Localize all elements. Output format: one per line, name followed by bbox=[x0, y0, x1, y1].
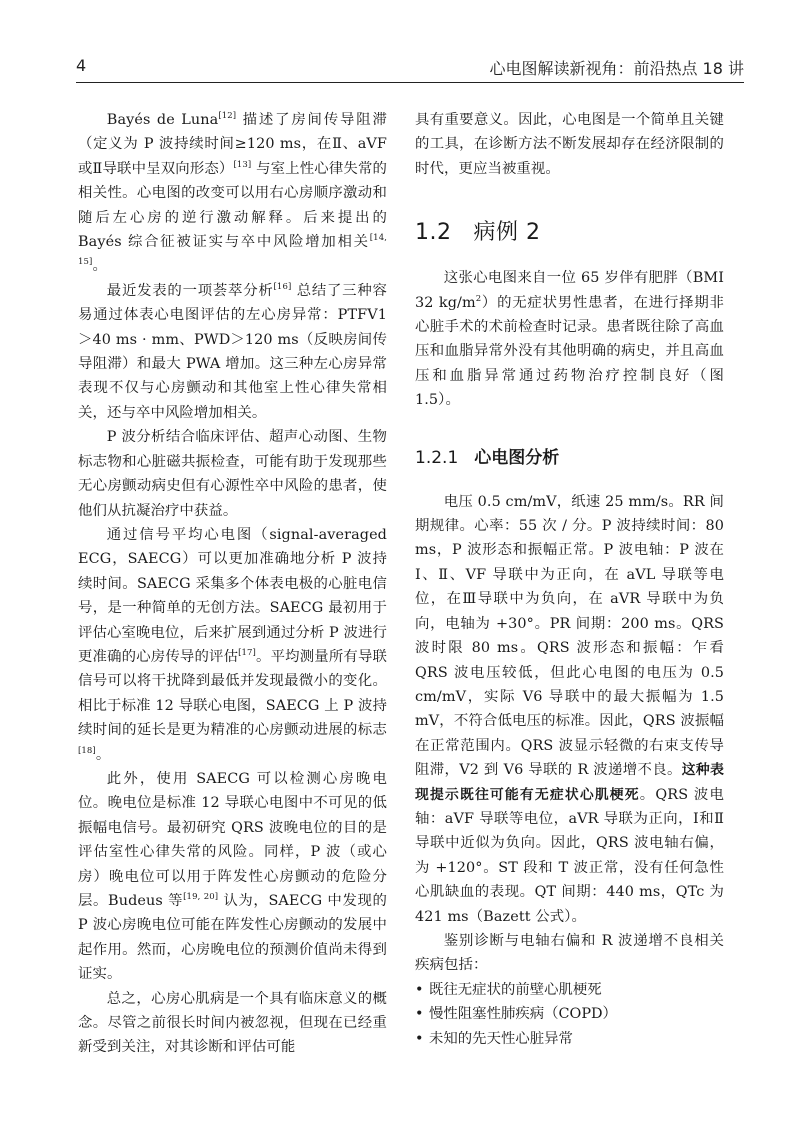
paragraph-differential-intro: 鉴别诊断与电轴右偏和 R 波递增不良相关疾病包括： bbox=[415, 932, 724, 974]
page-number: 4 bbox=[76, 56, 87, 75]
section-heading bbox=[415, 215, 724, 246]
paragraph-meta-analysis: 最近发表的一项荟萃分析[16] 总结了三种容易通过体表心电图评估的左心房异常：PTFV1＞40 ms · mm、PWD＞120 ms（反映房间传导阻滞）和最大 PWA 增加。这三种左心房异常表现不仅与心房颤动和其他室上性心律失常相关，还与卒中风险增加相关。 bbox=[78, 281, 387, 421]
citation: [14, 15] bbox=[78, 233, 387, 268]
list-item: • 慢性阻塞性肺疾病（COPD） bbox=[415, 1002, 724, 1026]
citation: [12] bbox=[218, 111, 237, 121]
list-item: • 既往无症状的前壁心肌梗死 bbox=[415, 978, 724, 1002]
subsection-heading bbox=[415, 443, 724, 468]
paragraph-ecg-analysis: 电压 0.5 cm/mV，纸速 25 mm/s。RR 间期规律。心率：55 次 / 分。P 波持续时间：80 ms，P 波形态和振幅正常。P 波电轴：P 波在Ⅰ、Ⅱ、VF 导联中为正向，在 aVL 导联等电位，在Ⅲ导联中为负向，在 aVR 导联中为负向，电轴为 +30°。PR 间期：200 ms。QRS 波时限 80 ms。QRS 波形态和振幅：乍看 QRS 波电压较低，但此心电图的电压为 0.5 cm/mV，实际 V6 导联中的最大振幅为 1.5 mV，不符合低电压的标准。因此，QRS 波振幅在正常范围内。QRS 波显示轻微的右束支传导阻滞，V2 到 V6 导联的 R 波递增不良。这种表现提示既往可能有无症状心肌梗死。QRS 波电轴：aVF 导联等电位，aVR 导联为正向，Ⅰ和Ⅱ导联中近似为负向。因此，QRS 波电轴右偏，为 +120°。ST 段和 T 波正常，没有任何急性心肌缺血的表现。QT 间期：440 ms，QTc 为 421 ms（Bazett 公式）。 bbox=[415, 493, 724, 925]
left-column bbox=[78, 108, 387, 1060]
emphasis-text: 这种表现提示既往可能有无症状心肌梗死 bbox=[415, 762, 724, 803]
list-item: • 未知的先天性心脏异常 bbox=[415, 1027, 724, 1051]
paragraph-bayes: Bayés de Luna[12] 描述了房间传导阻滞（定义为 P 波持续时间≥120 ms，在Ⅱ、aVF 或Ⅱ导联中呈双向形态）[13] 与室上性心律失常的相关性。心电图的改变可以用右心房顺序激动和随后左心房的逆行激动解释。后来提出的 Bayés 综合征被证实与卒中风险增加相关[14, 15]。 bbox=[78, 111, 387, 275]
differential-list bbox=[415, 978, 724, 1051]
subsection-number: 1.2.1 bbox=[415, 447, 459, 468]
bullet-icon: • bbox=[415, 1030, 424, 1047]
bullet-icon: • bbox=[415, 1006, 424, 1023]
citation: [19, 20] bbox=[183, 892, 219, 902]
citation: [13] bbox=[233, 159, 252, 170]
citation: [18] bbox=[78, 745, 96, 756]
paragraph-p-wave-analysis: P 波分析结合临床评估、超声心动图、生物标志物和心脏磁共振检查，可能有助于发现那些无心房颤动病史但有心源性卒中风险的患者，使他们从抗凝治疗中获益。 bbox=[78, 429, 387, 519]
paragraph-case-description: 这张心电图来自一位 65 岁伴有肥胖（BMI 32 $kg/m^2$）的无症状男性患者，在进行择期非心脏手术的术前检查时记录。患者既往除了高血压和血脂异常外没有其他明确的病史，并且高血压和血脂异常通过药物治疗控制良好（图 1.5）。 bbox=[415, 270, 724, 409]
paragraph-continued: 具有重要意义。因此，心电图是一个简单且关键的工具，在诊断方法不断发展却存在经济限制的时代，更应当被重视。 bbox=[415, 112, 724, 177]
right-column bbox=[415, 108, 724, 1051]
section-title: 病例 2 bbox=[473, 220, 541, 246]
citation: [16] bbox=[273, 281, 292, 292]
paragraph-late-potentials: 此外，使用 SAECG 可以检测心房晚电位。晚电位是标准 12 导联心电图中不可见的低振幅电信号。最初研究 QRS 波晚电位的目的是评估室性心律失常的风险。同样，P 波（或心房）晚电位可以用于阵发性心房颤动的危险分层。Budeus 等[19, 20] 认为，SAECG 中发现的 P 波心房晚电位可能在阵发性心房颤动的发展中起作用。然而，心房晚电位的预测价值尚未得到证实。 bbox=[78, 770, 388, 983]
paragraph-saecg: 通过信号平均心电图（signal-averaged ECG，SAECG）可以更加准确地分析 P 波持续时间。SAECG 采集多个体表电极的心脏电信号，是一种简单的无创方法。SAECG 最初用于评估心室晚电位，后来扩展到通过分析 P 波进行更准确的心房传导的评估[17]。平均测量所有导联信号可以将干扰降到最低并发现最微小的变化。相比于标准 12 导联心电图，SAECG 上 P 波持续时间的延长是更为精准的心房颤动进展的标志[18]。 bbox=[78, 526, 387, 763]
subsection-title: 心电图分析 bbox=[474, 447, 560, 468]
paragraph-conclusion: 总之，心房心肌病是一个具有临床意义的概念。尽管之前很长时间内被忽视，但现在已经重新受到关注，对其诊断和评估可能 bbox=[78, 990, 387, 1056]
section-number: 1.2 bbox=[415, 220, 452, 246]
running-title: 心电图解读新视角：前沿热点 18 讲 bbox=[489, 59, 744, 78]
page-header bbox=[76, 54, 744, 83]
bullet-icon: • bbox=[415, 981, 424, 998]
citation: [17] bbox=[238, 647, 256, 658]
